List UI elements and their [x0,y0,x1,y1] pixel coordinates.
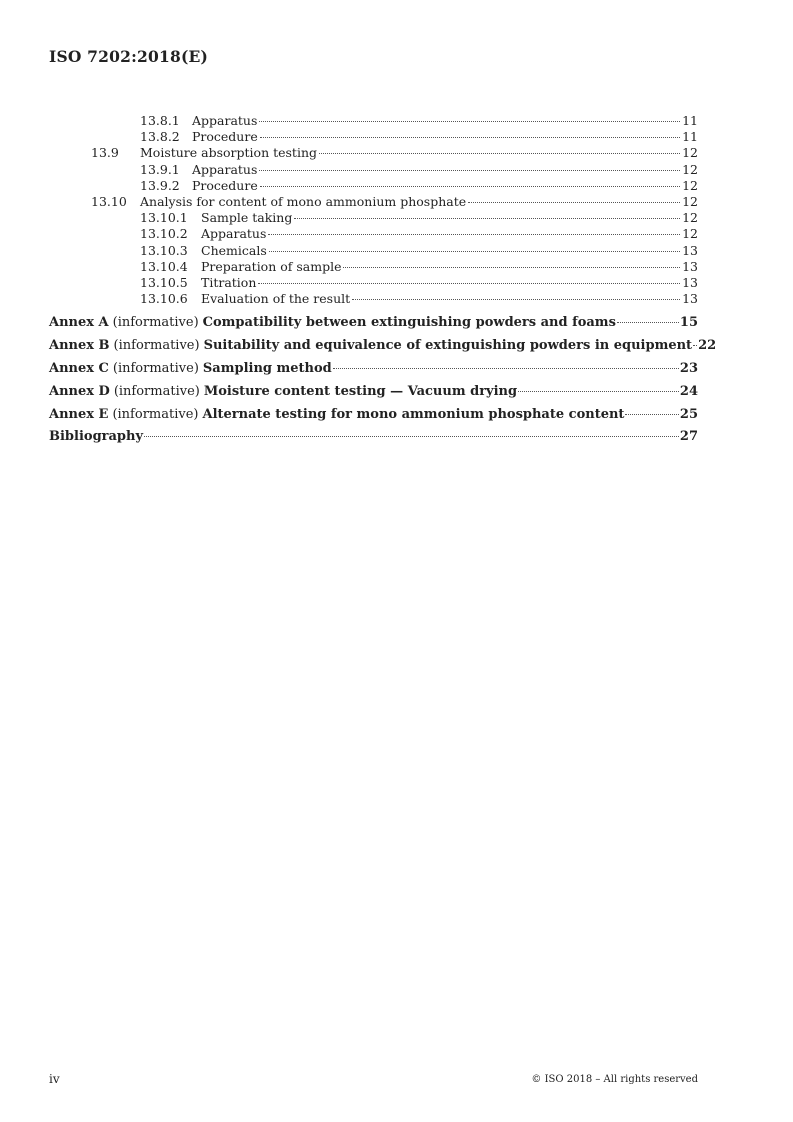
footer-page-number: iv [49,1072,60,1086]
toc-entry-annex-c[interactable] [49,361,698,377]
annex-page: 23 [679,361,698,377]
dot-leader [260,186,680,187]
toc-entry-13-10-3[interactable] [49,243,698,259]
toc-title: Apparatus [192,113,258,128]
toc-entry-annex-d[interactable] [49,384,698,400]
toc-title: Chemicals [201,242,267,258]
toc-title: Apparatus [201,226,267,242]
toc-title: Procedure [192,177,258,193]
dot-leader [258,283,680,284]
toc-title: Titration [201,275,257,291]
toc-title: Preparation of sample [201,258,342,274]
annex-info: (informative) [112,361,199,377]
toc-number: 13.10.6 [140,291,188,307]
toc-entry-annex-a[interactable] [49,315,698,331]
annex-page: 15 [679,315,698,331]
dot-leader [333,368,679,369]
toc-entry-13-8-1[interactable] [49,113,698,129]
toc-entry-13-10-4[interactable] [49,259,698,275]
toc-title: Apparatus [192,161,258,177]
toc-page: 12 [682,145,698,161]
dot-leader [259,121,680,122]
toc-entry-13-10-1[interactable] [49,210,698,226]
toc-page: 12 [682,177,698,193]
toc-page: 13 [682,242,698,258]
annex-label: Annex D [49,383,110,399]
annex-page: 25 [679,406,698,422]
toc-page: 11 [682,129,698,145]
toc-number: 13.9.1 [140,161,180,177]
toc-number: 13.10.3 [140,242,188,258]
toc-title: Moisture absorption testing [140,145,318,161]
annex-page: 24 [679,383,698,399]
annex-title: Compatibility between extinguishing powders and foams [202,315,616,331]
dot-leader [343,267,680,268]
toc-entry-13-9-2[interactable] [49,178,698,194]
dot-leader [518,391,679,392]
dot-leader [144,436,679,437]
toc-number: 13.10.2 [140,226,188,242]
toc-number: 13.9 [91,145,119,161]
dot-leader [260,137,680,138]
annex-title: Moisture content testing — Vacuum drying [203,383,518,399]
toc-number: 13.9.2 [140,177,180,193]
dot-leader [259,170,680,171]
bibliography-page: 27 [679,429,698,445]
document-id-header: ISO 7202:2018(E) [49,47,209,66]
annex-title: Suitability and equivalence of extinguishing powders in equipment [203,338,693,354]
toc-entry-13-10-6[interactable] [49,291,698,307]
dot-leader [294,218,680,219]
dot-leader [352,299,680,300]
annex-page: 22 [698,338,717,354]
toc-title: Evaluation of the result [201,291,351,307]
toc-page: 13 [682,275,698,291]
toc-entry-annex-b[interactable] [49,338,717,354]
toc-entry-13-10[interactable] [49,194,698,210]
annex-info: (informative) [113,383,200,399]
annex-info: (informative) [112,406,199,422]
dot-leader [268,234,680,235]
annex-title: Sampling method [202,361,332,377]
dot-leader [319,153,680,154]
annex-info: (informative) [113,338,200,354]
toc-entry-13-10-5[interactable] [49,275,698,291]
dot-leader [269,251,680,252]
annex-label: Annex B [49,338,110,354]
toc-page: 12 [682,210,698,226]
dot-leader [693,345,697,346]
annex-label: Annex C [49,361,109,377]
toc-entry-13-10-2[interactable] [49,226,698,242]
annex-label: Annex A [49,315,109,331]
footer-copyright: © ISO 2018 – All rights reserved [531,1074,698,1085]
toc-title: Procedure [192,129,258,145]
toc-entry-13-8-2[interactable] [49,129,698,145]
toc-entry-13-9-1[interactable] [49,162,698,178]
toc-number: 13.10.1 [140,210,188,226]
dot-leader [625,414,678,415]
toc-entry-annex-e[interactable] [49,407,698,423]
toc-number: 13.8.1 [140,113,180,128]
toc-number: 13.10.5 [140,275,188,291]
toc-number: 13.10.4 [140,258,188,274]
toc-title: Analysis for content of mono ammonium phosphate [140,194,467,210]
toc-page: 12 [682,194,698,210]
annex-title: Alternate testing for mono ammonium phosphate content [202,406,625,422]
bibliography-label: Bibliography [49,429,144,445]
toc-title: Sample taking [201,210,293,226]
toc-number: 13.8.2 [140,129,180,145]
toc-page: 12 [682,161,698,177]
annex-label: Annex E [49,406,109,422]
toc-page: 13 [682,291,698,307]
toc-page: 11 [682,113,698,128]
dot-leader [617,322,679,323]
toc-entry-13-9[interactable] [49,145,698,161]
annex-info: (informative) [112,315,199,331]
toc-page: 12 [682,226,698,242]
dot-leader [468,202,680,203]
toc-entry-bibliography[interactable] [49,429,698,445]
table-of-contents [49,113,717,446]
toc-page: 13 [682,258,698,274]
toc-number: 13.10 [91,194,127,210]
